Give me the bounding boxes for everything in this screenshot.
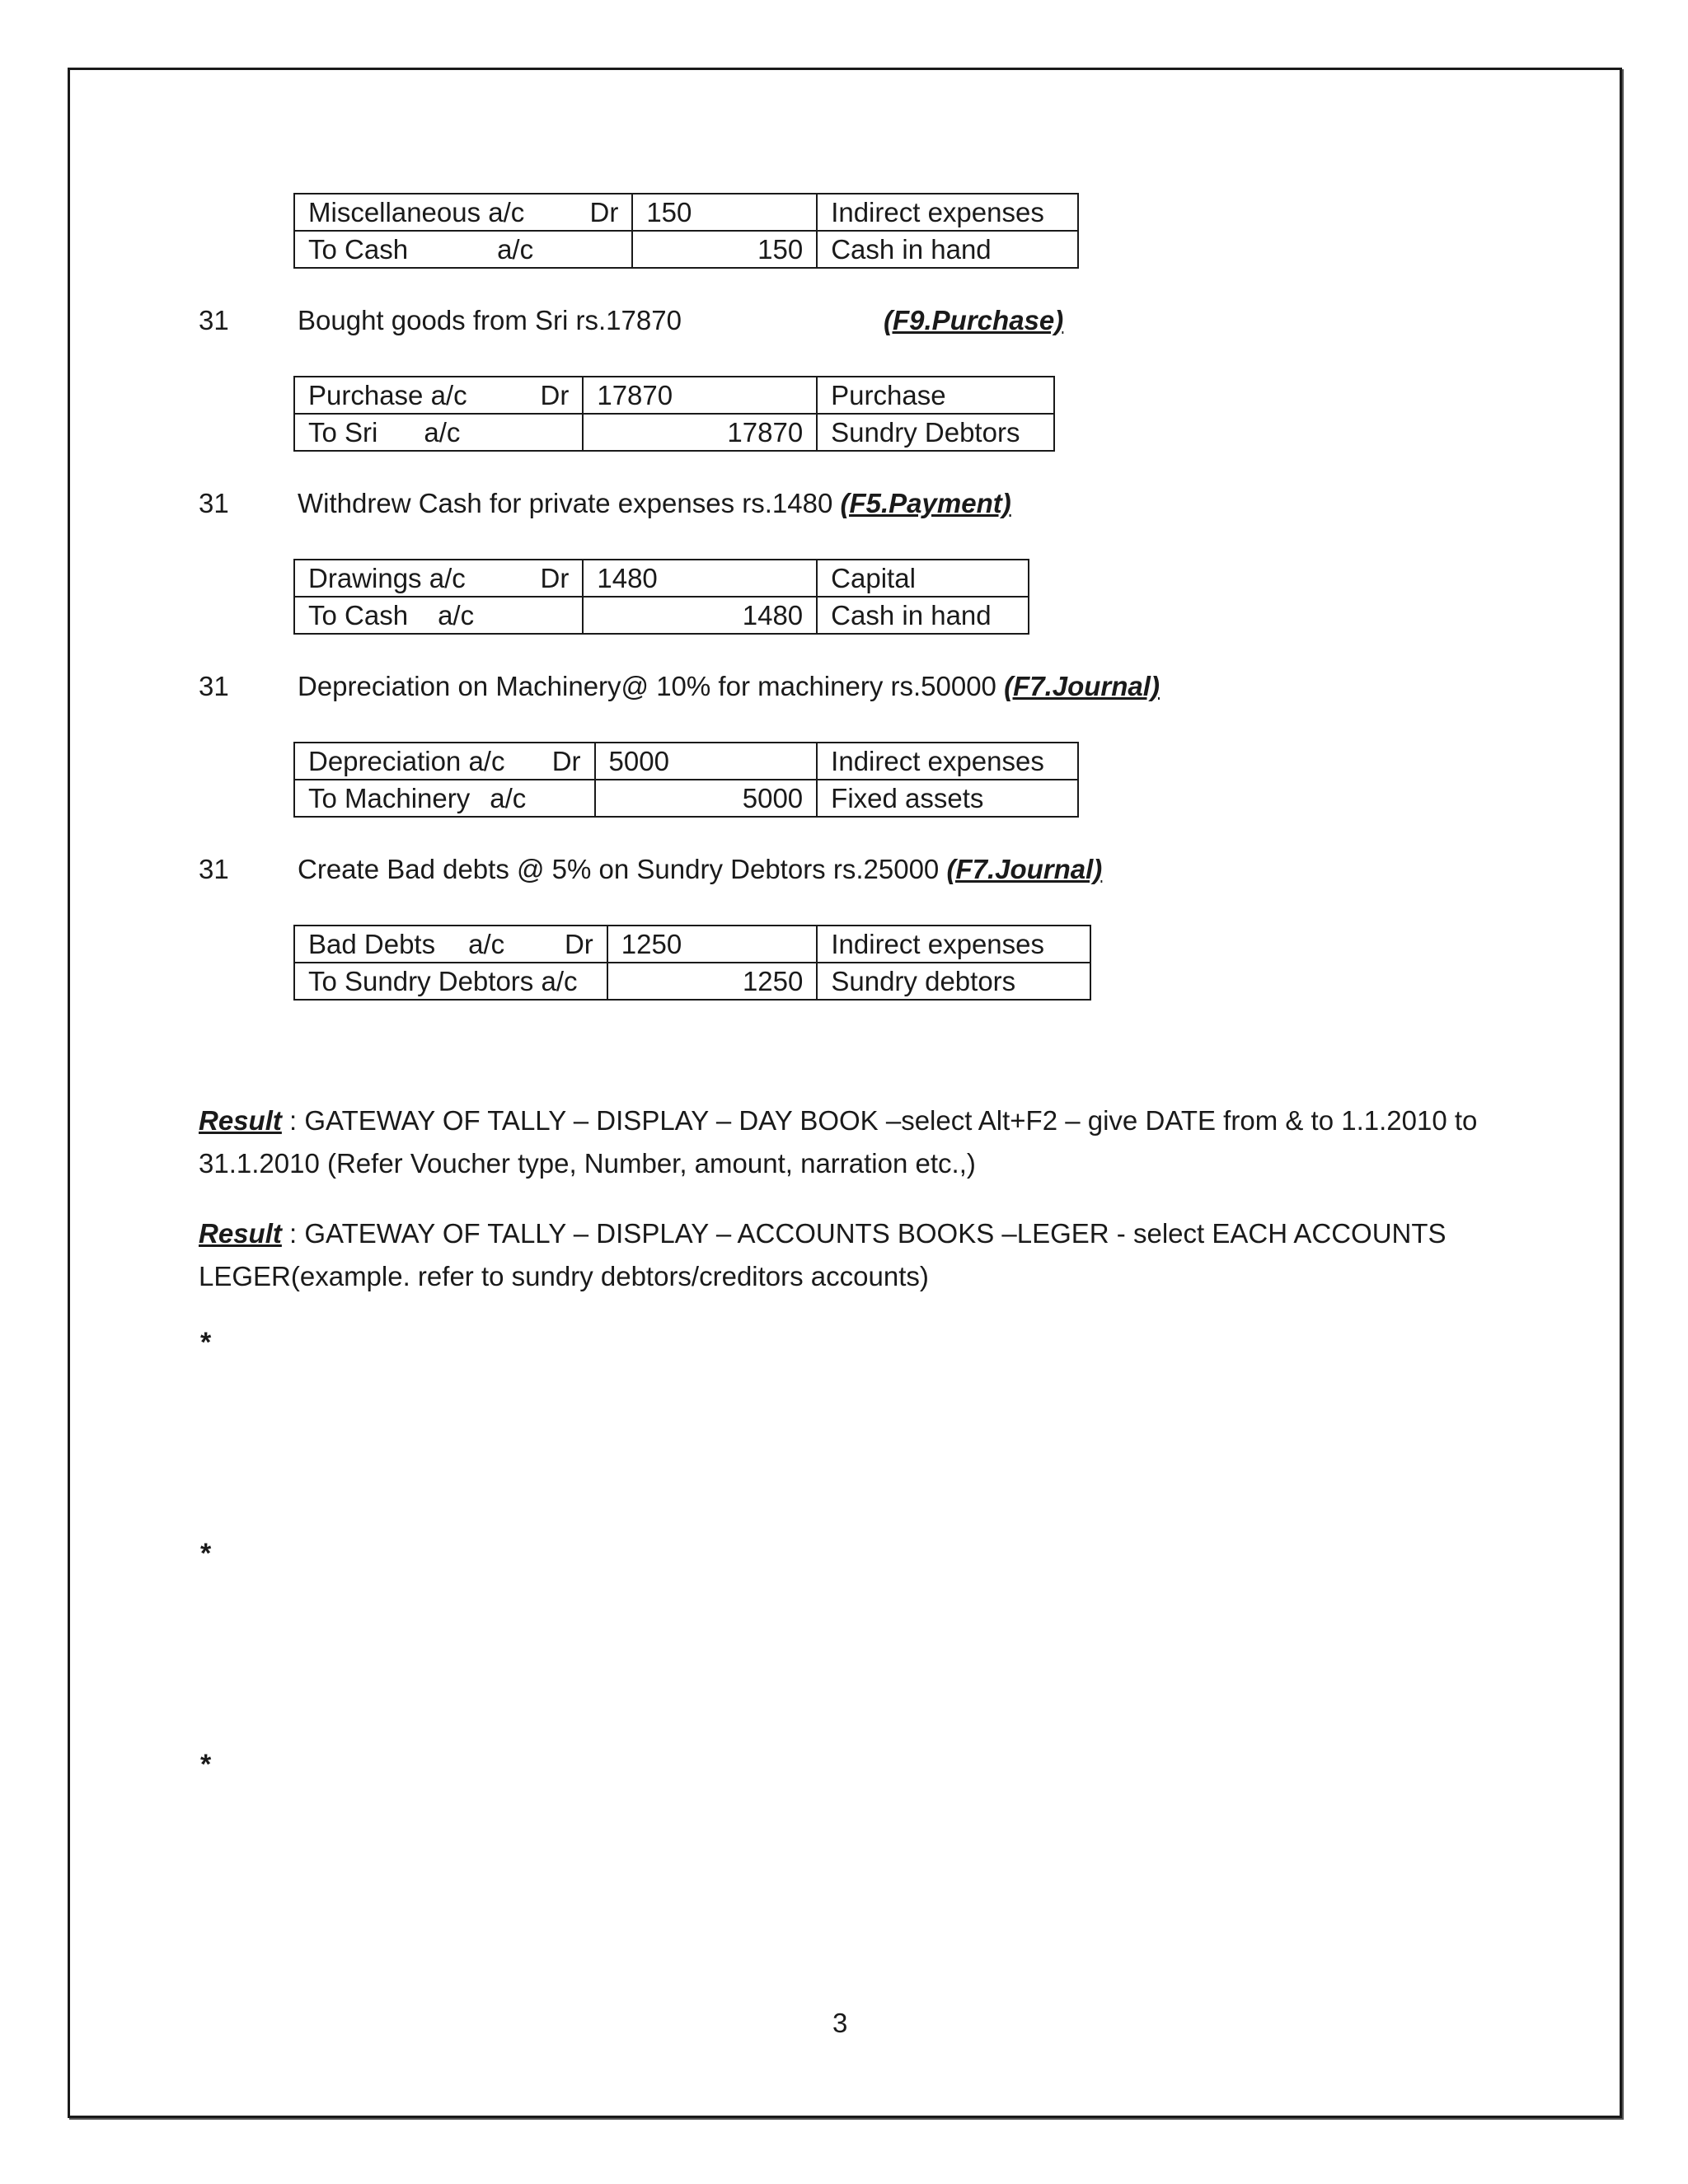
debit-group: Indirect expenses: [817, 194, 1078, 231]
bullet-star: *: [200, 1538, 212, 1569]
credit-row: [294, 780, 1078, 817]
debit-row: [294, 743, 1078, 780]
entry-description: Bought goods from Sri rs.17870: [298, 305, 682, 335]
credit-account-cell: [294, 597, 583, 634]
journal-entry-table: [293, 376, 1055, 452]
credit-account: To Sri: [308, 416, 378, 448]
entry-description-line: [298, 853, 1102, 886]
result-line-2: LEGER(example. refer to sundry debtors/creditors accounts): [199, 1261, 929, 1291]
credit-row: [294, 414, 1054, 451]
credit-account-cell: [294, 963, 607, 1000]
result-line-2: 31.1.2010 (Refer Voucher type, Number, amount, narration etc.,): [199, 1148, 976, 1179]
result-text: : GATEWAY OF TALLY – DISPLAY – ACCOUNTS BOOKS –LEGER - select EACH ACCOUNTS: [281, 1218, 1447, 1249]
entry-date: 31: [199, 488, 229, 518]
credit-amount: 5000: [595, 780, 818, 817]
credit-account: To Machinery: [308, 782, 471, 813]
credit-amount: 17870: [583, 414, 817, 451]
bullet-star: *: [200, 1749, 212, 1780]
debit-group: Indirect expenses: [817, 743, 1078, 780]
debit-account: Purchase a/c: [308, 379, 467, 410]
bullet-star: *: [200, 1327, 212, 1358]
credit-account-cell: [294, 780, 595, 817]
debit-row: [294, 194, 1078, 231]
debit-group: Indirect expenses: [817, 926, 1090, 963]
dr-label: Dr: [540, 562, 570, 593]
credit-account-cell: [294, 414, 583, 451]
credit-account: To Sundry Debtors: [308, 965, 534, 996]
debit-row: [294, 560, 1029, 597]
credit-row: [294, 963, 1090, 1000]
debit-account-cell: [294, 743, 595, 780]
credit-amount: 1480: [583, 597, 817, 634]
credit-ac: a/c: [438, 599, 475, 630]
debit-account: Drawings a/c: [308, 562, 466, 593]
debit-account-cell: [294, 194, 632, 231]
dr-label: Dr: [551, 745, 581, 776]
dr-label: Dr: [540, 379, 570, 410]
debit-group: Capital: [817, 560, 1029, 597]
result-line-1: [199, 1212, 1484, 1255]
credit-ac: a/c: [497, 233, 534, 265]
journal-entry-table: [293, 559, 1029, 635]
result-paragraph: [199, 1099, 1484, 1185]
entry-date: 31: [199, 854, 229, 884]
voucher-type: (F5.Payment): [840, 488, 1011, 518]
entry-description-line: [298, 487, 1011, 520]
debit-account-cell: [294, 377, 583, 414]
debit-account-cell: [294, 560, 583, 597]
credit-group: Fixed assets: [817, 780, 1078, 817]
debit-group: Purchase: [817, 377, 1054, 414]
debit-ac: a/c: [468, 928, 505, 959]
dr-label: Dr: [564, 928, 593, 959]
credit-group: Sundry debtors: [817, 963, 1090, 1000]
debit-amount: 1480: [583, 560, 817, 597]
credit-row: [294, 231, 1078, 268]
debit-account: Depreciation a/c: [308, 745, 505, 776]
result-label: Result: [199, 1105, 282, 1136]
voucher-type: (F7.Journal): [1004, 671, 1160, 701]
result-label: Result: [199, 1218, 282, 1249]
credit-ac: a/c: [424, 416, 461, 448]
page-number: 3: [832, 2008, 848, 2038]
journal-entry-table: [293, 742, 1079, 818]
result-line-1: [199, 1099, 1484, 1142]
result-paragraph: [199, 1212, 1484, 1298]
entry-date: 31: [199, 671, 229, 701]
debit-amount: 150: [632, 194, 817, 231]
credit-ac: a/c: [490, 782, 527, 813]
entry-description-line: [298, 670, 1160, 703]
credit-group: Sundry Debtors: [817, 414, 1054, 451]
credit-ac: a/c: [541, 965, 578, 996]
entry-description: Withdrew Cash for private expenses rs.1480: [298, 488, 833, 518]
voucher-type: (F9.Purchase): [884, 305, 1064, 335]
debit-row: [294, 377, 1054, 414]
credit-account: To Cash: [308, 233, 409, 265]
credit-amount: 150: [632, 231, 817, 268]
entry-description: Create Bad debts @ 5% on Sundry Debtors rs.25000: [298, 854, 940, 884]
debit-account-cell: [294, 926, 607, 963]
debit-amount: 17870: [583, 377, 817, 414]
credit-row: [294, 597, 1029, 634]
voucher-type: (F7.Journal): [946, 854, 1103, 884]
credit-account-cell: [294, 231, 632, 268]
debit-account: Miscellaneous a/c: [308, 196, 525, 227]
result-text: : GATEWAY OF TALLY – DISPLAY – DAY BOOK –select Alt+F2 – give DATE from & to 1.1.2010 to: [281, 1105, 1478, 1136]
entry-date: 31: [199, 305, 229, 335]
credit-group: Cash in hand: [817, 231, 1078, 268]
dr-label: Dr: [589, 196, 619, 227]
debit-amount: 1250: [607, 926, 818, 963]
debit-row: [294, 926, 1090, 963]
debit-account: Bad Debts: [308, 928, 436, 959]
journal-entry-table: [293, 193, 1079, 269]
credit-account: To Cash: [308, 599, 409, 630]
entry-description: Depreciation on Machinery@ 10% for machinery rs.50000: [298, 671, 996, 701]
credit-group: Cash in hand: [817, 597, 1029, 634]
debit-amount: 5000: [595, 743, 818, 780]
credit-amount: 1250: [607, 963, 818, 1000]
journal-entry-table: [293, 925, 1091, 1001]
